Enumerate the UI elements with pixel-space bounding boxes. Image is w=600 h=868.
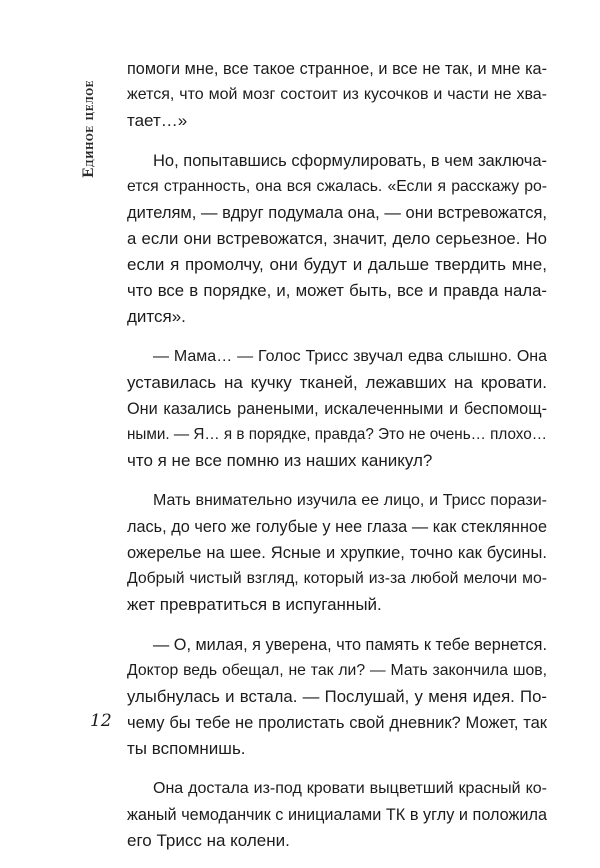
text-line: помоги мне, все такое странное, и все не так, и мне ка- <box>127 60 547 78</box>
text-line: жаный чемоданчик с инициалами ТК в углу и положила <box>127 806 547 824</box>
text-line: ты вспомнишь. <box>127 739 246 758</box>
page-number: 12 <box>90 711 112 731</box>
text-line: его Трисс на колени. <box>127 831 290 850</box>
text-line: Но, попытавшись сформулировать, в чем заключа- <box>153 152 547 170</box>
text-line: ными. — Я… я в порядке, правда? Это не очень… плохо… <box>127 426 547 443</box>
paragraph <box>127 632 547 762</box>
text-line: — О, милая, я уверена, что память к тебе вернется. <box>153 636 547 654</box>
text-line: что все в порядке, и, может быть, все и правда нала- <box>127 281 547 300</box>
text-line: жется, что мой мозг состоит из кусочков и части не хва- <box>127 86 547 103</box>
paragraph <box>127 56 547 134</box>
text-line: Добрый чистый взгляд, который из-за любой мелочи мо- <box>127 570 547 587</box>
paragraph <box>127 148 547 330</box>
paragraph <box>127 488 547 618</box>
text-line: уставилась на кучку тканей, лежавших на кровати. <box>127 373 547 392</box>
text-line: чему бы тебе не пролистать свой дневник? Может, так <box>127 714 547 732</box>
text-line: — Мама… — Голос Трисс звучал едва слышно. Она <box>153 348 547 365</box>
text-line: если я промолчу, они будут и дальше твердить мне, <box>127 255 547 274</box>
text-line: а если они встревожатся, значит, дело серьезное. Но <box>127 229 547 248</box>
paragraph <box>127 776 547 854</box>
text-line: жет превратиться в испуганный. <box>127 595 382 614</box>
text-line: Они казались ранеными, искалеченными и беспомощ- <box>127 400 547 418</box>
text-line: Мать внимательно изучила ее лицо, и Трисс порази- <box>153 492 547 509</box>
text-line: тает…» <box>127 111 188 130</box>
text-body <box>127 56 547 868</box>
text-line: Она достала из-под кровати выцветший красный ко- <box>153 780 547 797</box>
text-line: дится». <box>127 307 186 326</box>
text-line: что я не все помню из наших каникул? <box>127 451 433 470</box>
text-line: улыбнулась и встала. — Послушай, у меня идея. По- <box>127 687 547 706</box>
text-line: лась, до чего же голубые у нее глаза — как стеклянное <box>127 518 547 536</box>
text-line: Доктор ведь обещал, не так ли? — Мать закончила шов, <box>127 662 547 679</box>
text-line: ожерелье на шее. Ясные и хрупкие, точно как бусины. <box>127 544 547 562</box>
running-head: Единое целое <box>81 80 97 178</box>
paragraph <box>127 344 547 474</box>
text-line: дителям, — вдруг подумала она, — они встревожатся, <box>127 204 547 222</box>
text-line: ется странность, она вся сжалась. «Если я расскажу ро- <box>127 178 547 195</box>
